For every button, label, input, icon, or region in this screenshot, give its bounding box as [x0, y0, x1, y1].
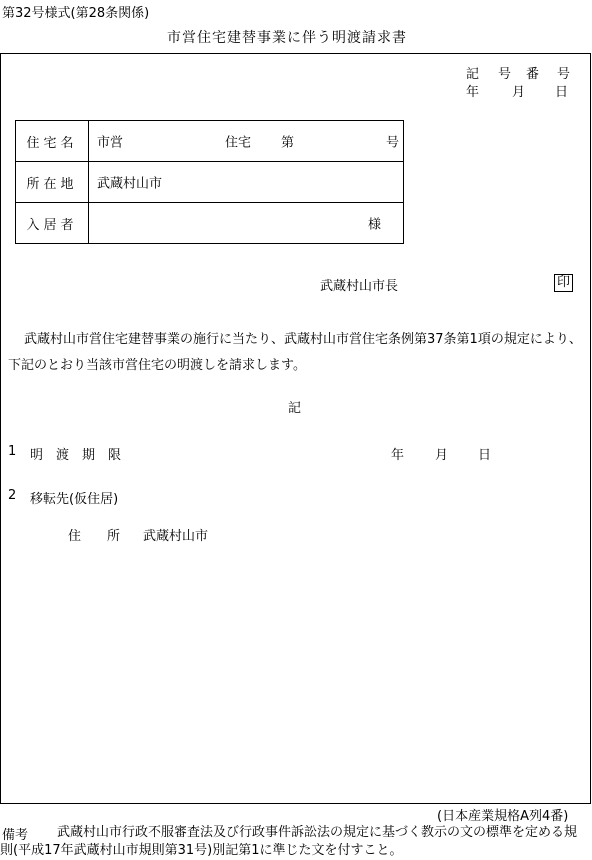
item-1-label: 明 渡 期 限	[30, 448, 122, 463]
label-resident: 入居者	[16, 203, 89, 244]
value-housing-name[interactable]	[89, 121, 404, 162]
document-title: 市営住宅建替事業に伴う明渡請求書	[167, 30, 407, 46]
resident-suffix: 様	[367, 217, 381, 233]
label-housing-name: 住宅名	[16, 121, 89, 162]
item-2-number: 2	[8, 488, 17, 503]
doc-number-ban: 番	[526, 67, 540, 82]
seal-mark: 印	[554, 274, 573, 292]
housing-prefix: 市営	[97, 135, 124, 151]
item-1-month: 月	[435, 448, 449, 463]
item-1-number: 1	[8, 444, 17, 459]
form-number: 第32号様式(第28条関係)	[2, 6, 150, 21]
label-location: 所在地	[16, 162, 89, 203]
item-1-year: 年	[391, 448, 405, 463]
value-location[interactable]	[89, 162, 404, 203]
housing-suffix: 号	[385, 135, 399, 151]
ki-heading: 記	[288, 401, 302, 416]
doc-number-go: 号	[498, 67, 512, 82]
value-resident[interactable]	[89, 203, 404, 244]
issuer: 武蔵村山市長	[320, 279, 399, 294]
remarks-text: 武蔵村山市行政不服審査法及び行政事件訴訟法の規定に基づく教示の文の標準を定める規則(平成17年武蔵村山市規則第31号)別記第1に準じた文を付すこと。	[0, 825, 578, 858]
doc-number-go2: 号	[557, 67, 571, 82]
body-paragraph: 武蔵村山市営住宅建替事業の施行に当たり、武蔵村山市営住宅条例第37条第1項の規定により、下記のとおり当該市営住宅の明渡しを請求します。	[8, 332, 582, 373]
table-row	[16, 203, 404, 244]
address-label: 住 所	[68, 529, 121, 544]
date-year: 年	[466, 85, 480, 100]
date-month: 月	[512, 85, 526, 100]
info-table	[15, 120, 404, 244]
housing-mid: 住宅	[225, 135, 252, 151]
table-row	[16, 121, 404, 162]
item-1-day: 日	[478, 448, 492, 463]
table-row	[16, 162, 404, 203]
item-2-label: 移転先(仮住居)	[30, 492, 119, 507]
remarks-label: 備考	[2, 828, 29, 843]
date-day: 日	[555, 85, 569, 100]
address-value: 武蔵村山市	[143, 529, 209, 544]
doc-number-ki: 記	[466, 67, 480, 82]
standard-note: (日本産業規格A列4番)	[437, 809, 569, 824]
housing-dai: 第	[281, 135, 295, 151]
location-value: 武蔵村山市	[97, 176, 163, 192]
